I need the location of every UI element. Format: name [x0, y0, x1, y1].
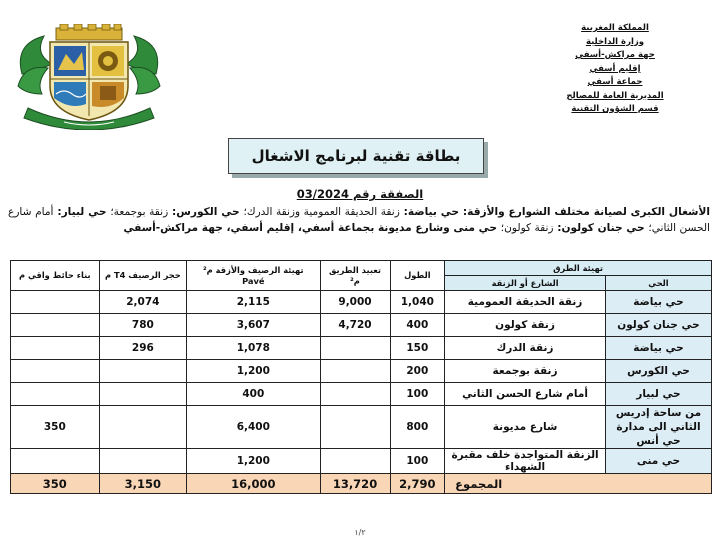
description-district-1: حي بياضة:	[399, 206, 463, 218]
header-length: الطول	[390, 261, 445, 291]
description-district-5: حي منى وشارع مديونة بجماعة أسفي، إقليم أسفي، جهة مراكش-أسفي	[123, 221, 501, 234]
admin-line-region: جهة مراكش-أسفي	[575, 50, 655, 60]
total-curb: 3,150	[99, 474, 186, 494]
cell-pave: 1,200	[187, 449, 320, 474]
cell-resurfacing	[320, 449, 390, 474]
description-lead: الأشغال الكبرى لصيانة مختلف الشوارع والأزقة:	[462, 206, 710, 218]
page-number: ١/٢	[354, 528, 366, 537]
cell-district: حي بياضة	[605, 291, 711, 314]
admin-line-kingdom: المملكة المغربية	[581, 23, 649, 33]
cell-wall	[11, 337, 100, 360]
cell-street: زنقة بوجمعة	[445, 360, 606, 383]
works-table	[10, 260, 712, 494]
table-row	[11, 406, 712, 449]
header-curb: حجر الرصيف T4 م	[99, 261, 186, 291]
description-district-4: حي جنان كولون:	[553, 221, 649, 234]
total-resurfacing: 13,720	[320, 474, 390, 494]
cell-curb	[99, 383, 186, 406]
cell-district: من ساحة إدريس الثاني الى مدارة حي أنس	[605, 406, 711, 449]
cell-pave: 1,078	[187, 337, 320, 360]
cell-curb: 2,074	[99, 291, 186, 314]
description-streets-4: زنقة كولون؛	[500, 221, 554, 234]
cell-resurfacing: 4,720	[320, 314, 390, 337]
cell-pave: 3,607	[187, 314, 320, 337]
cell-district: حي الكورس	[605, 360, 711, 383]
admin-line-department: قسم الشؤون التقنية	[571, 104, 659, 114]
cell-curb	[99, 360, 186, 383]
header-resurfacing: تعبيد الطريق م²	[320, 261, 390, 291]
total-pave: 16,000	[187, 474, 320, 494]
cell-wall	[11, 360, 100, 383]
header-wall: بناء حائط واقي م	[11, 261, 100, 291]
description-streets-1: زنقة الحديقة العمومية وزنقة الدرك؛	[243, 206, 400, 218]
cell-pave: 2,115	[187, 291, 320, 314]
admin-line-directorate: المديرية العامة للمصالح	[566, 90, 664, 101]
table-row	[11, 291, 712, 314]
deal-number: الصفقة رقم 03/2024	[296, 187, 424, 201]
cell-length: 200	[390, 360, 445, 383]
admin-line-commune: جماعة أسفي	[587, 77, 643, 87]
cell-resurfacing	[320, 337, 390, 360]
cell-resurfacing: 9,000	[320, 291, 390, 314]
total-length: 2,790	[390, 474, 445, 494]
cell-length: 100	[390, 383, 445, 406]
table-total-row	[11, 474, 712, 494]
cell-street: أمام شارع الحسن الثاني	[445, 383, 606, 406]
table-row	[11, 337, 712, 360]
administration-header	[540, 22, 690, 117]
admin-line-province: إقليم أسفي	[589, 63, 641, 74]
commune-emblem-icon	[14, 24, 164, 130]
cell-resurfacing	[320, 406, 390, 449]
cell-length: 400	[390, 314, 445, 337]
header-pave: تهيئة الرصيف والأزقة م² Pavé	[187, 261, 320, 291]
header-roads-planning: تهيئة الطرق	[445, 261, 712, 276]
admin-line-ministry: وزارة الداخلية	[585, 36, 645, 47]
cell-curb	[99, 449, 186, 474]
description-district-3: حي لبيار:	[53, 206, 111, 218]
table-row	[11, 449, 712, 474]
cell-district: حي بياضة	[605, 337, 711, 360]
table-row	[11, 314, 712, 337]
description-streets-3: أمام شارع الحسن الثاني؛	[8, 206, 710, 234]
cell-wall	[11, 291, 100, 314]
cell-street: زنقة الحديقة العمومية	[445, 291, 606, 314]
table-row	[11, 383, 712, 406]
cell-wall	[11, 449, 100, 474]
cell-district: حي جنان كولون	[605, 314, 711, 337]
cell-length: 150	[390, 337, 445, 360]
cell-resurfacing	[320, 360, 390, 383]
total-wall: 350	[11, 474, 100, 494]
cell-length: 800	[390, 406, 445, 449]
description-streets-2: زنقة بوجمعة؛	[110, 206, 169, 218]
cell-length: 100	[390, 449, 445, 474]
cell-street: زنقة الدرك	[445, 337, 606, 360]
cell-street: زنقة كولون	[445, 314, 606, 337]
header-district: الحي	[605, 276, 711, 291]
cell-pave: 1,200	[187, 360, 320, 383]
cell-wall	[11, 314, 100, 337]
cell-district: حي لبيار	[605, 383, 711, 406]
cell-pave: 6,400	[187, 406, 320, 449]
cell-street: الزنقة المتواجدة خلف مقبرة الشهداء	[445, 449, 606, 474]
cell-curb: 296	[99, 337, 186, 360]
cell-curb: 780	[99, 314, 186, 337]
cell-street: شارع مديونة	[445, 406, 606, 449]
header-street: الشارع أو الزنقة	[445, 276, 606, 291]
description-district-2: حي الكورس:	[168, 206, 244, 218]
cell-curb	[99, 406, 186, 449]
document-title: بطاقة تقنية لبرنامج الاشغال	[228, 138, 484, 174]
cell-pave: 400	[187, 383, 320, 406]
cell-length: 1,040	[390, 291, 445, 314]
total-label: المجموع	[445, 474, 712, 494]
table-row	[11, 360, 712, 383]
cell-wall	[11, 383, 100, 406]
cell-district: حي منى	[605, 449, 711, 474]
cell-resurfacing	[320, 383, 390, 406]
cell-wall: 350	[11, 406, 100, 449]
works-description	[8, 205, 710, 236]
